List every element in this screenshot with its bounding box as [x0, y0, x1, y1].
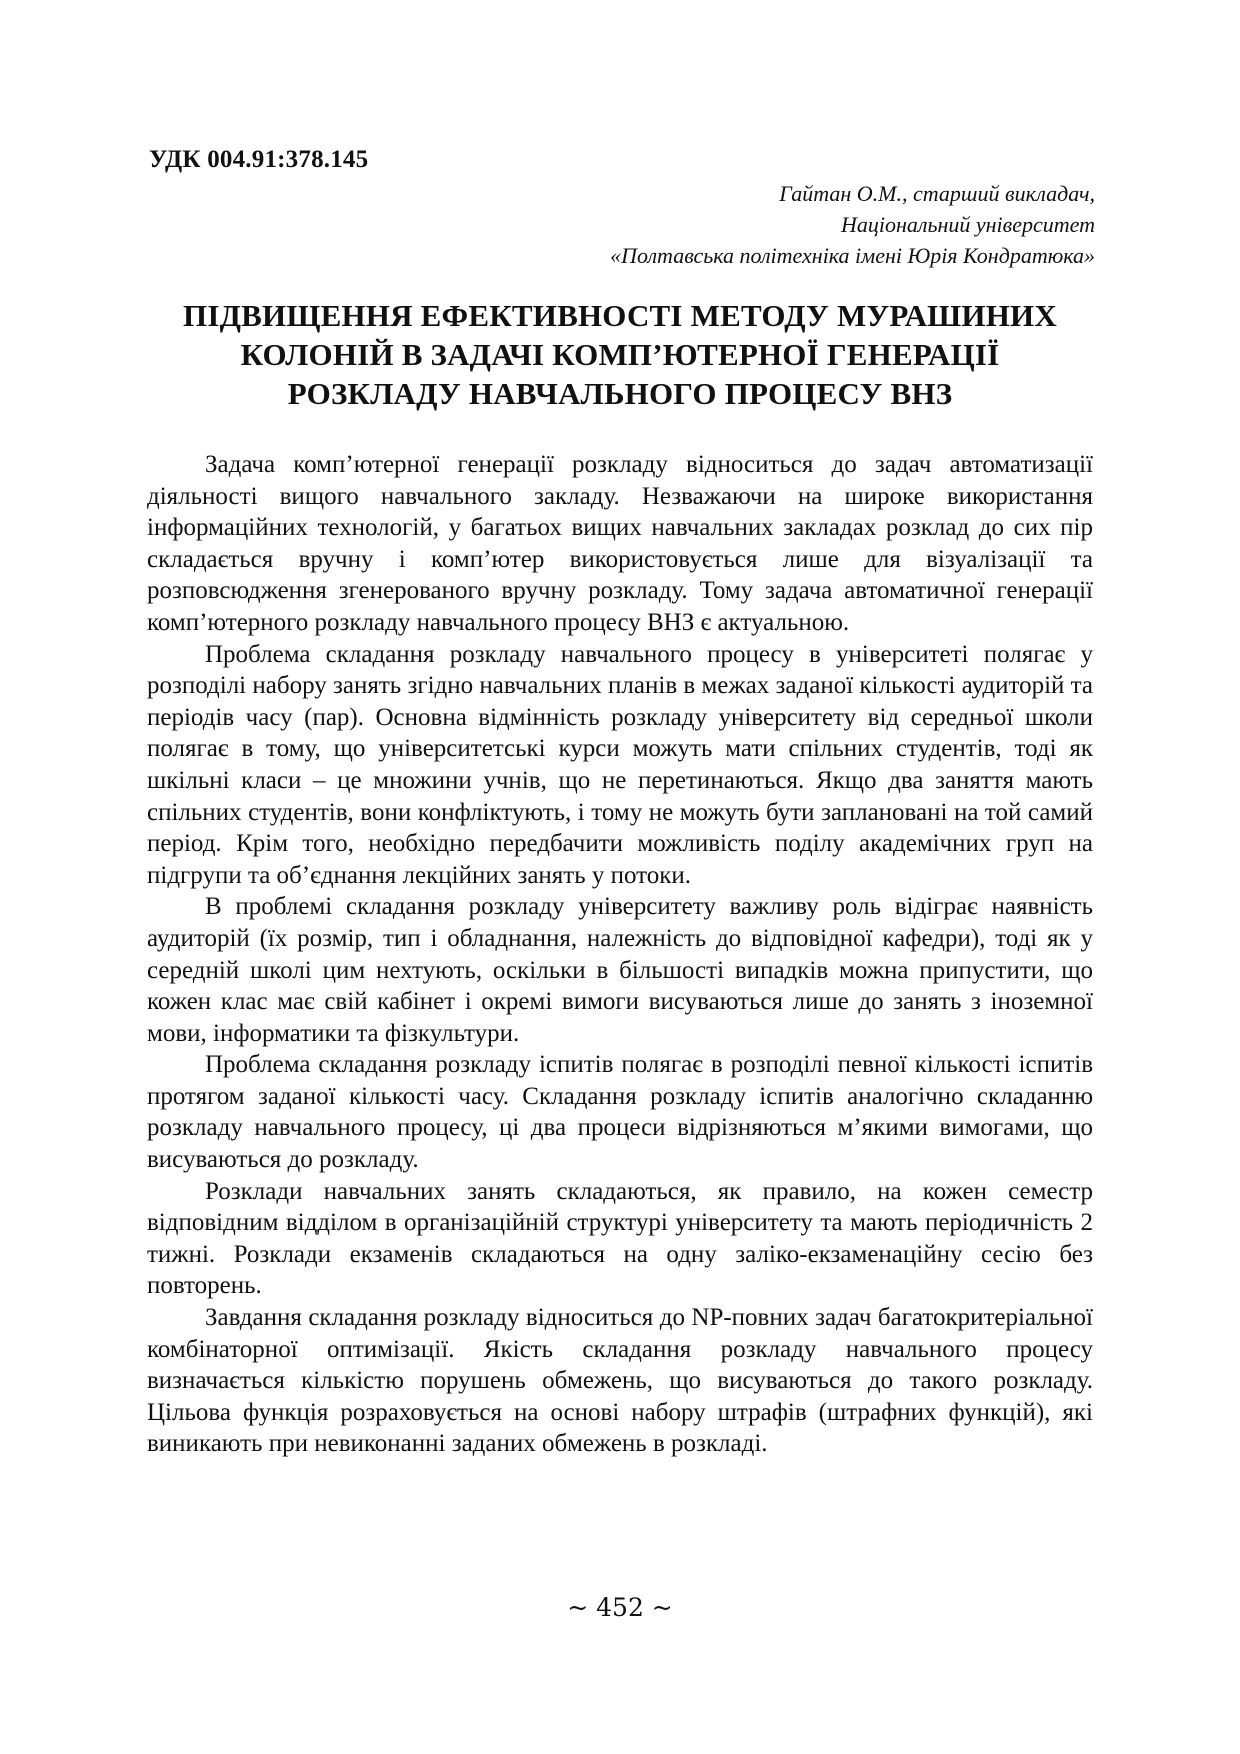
article-title — [110, 296, 1130, 413]
udc-code: УДК 004.91:378.145 — [149, 146, 369, 173]
paragraph-2: Проблема складання розкладу навчального процесу в університеті полягає у розподілі набору занять згідно навчальних планів в межах заданої кількості аудиторій та періодів часу (пар). Основна відмінність розкладу університету від середньої школи полягає в тому, що університетські курси можуть мати спільних студентів, тоді як шкільні класи – це множини учнів, що не перетинаються. Якщо два заняття мають спільних студентів, вони конфліктують, і тому не можуть бути заплановані на той самий період. Крім того, необхідно передбачити можливість поділу академічних груп на підгрупи та об’єднання лекційних занять у потоки. — [147, 640, 1093, 889]
page-number: ~ 452 ~ — [567, 1593, 673, 1622]
title-line-2: КОЛОНІЙ В ЗАДАЧІ КОМП’ЮТЕРНОЇ ГЕНЕРАЦІЇ — [240, 337, 1000, 372]
university-line: Національний університет — [840, 212, 1095, 237]
title-line-1: ПІДВИЩЕННЯ ЕФЕКТИВНОСТІ МЕТОДУ МУРАШИНИХ — [183, 298, 1057, 333]
article-body — [147, 449, 1093, 1460]
author-line: Гайтан О.М., старший викладач, — [779, 181, 1095, 206]
paragraph-5: Розклади навчальних занять складаються, як правило, на кожен семестр відповідним відділом в організаційній структурі університету та мають періодичність 2 тижні. Розклади екзаменів складаються на одну заліко-екзаменаційну сесію без повторень. — [147, 1177, 1093, 1300]
paragraph-3: В проблемі складання розкладу університету важливу роль відіграє наявність аудиторій (їх розмір, тип і обладнання, належність до відповідної кафедри), тоді як у середній школі цим нехтують, оскільки в більшості випадків можна припустити, що кожен клас має свій кабінет і окремі вимоги висуваються лише до занять з іноземної мови, інформатики та фізкультури. — [147, 893, 1093, 1047]
title-line-3: РОЗКЛАДУ НАВЧАЛЬНОГО ПРОЦЕСУ ВНЗ — [287, 376, 953, 411]
paragraph-6: Завдання складання розкладу відноситься до NP-повних задач багатокритеріальної комбінаторної оптимізації. Якість складання розкладу навчального процесу визначається кількістю порушень обмежень, що висуваються до такого розкладу. Цільова функція розраховується на основі набору штрафів (штрафних функцій), які виникають при невиконанні заданих обмежень в розкладі. — [147, 1304, 1093, 1458]
author-affiliation — [610, 178, 1095, 271]
university-name-line: «Полтавська політехніка імені Юрія Кондратюка» — [610, 243, 1095, 268]
paragraph-4: Проблема складання розкладу іспитів полягає в розподілі певної кількості іспитів протягом заданої кількості часу. Складання розкладу іспитів аналогічно складанню розкладу навчального процесу, ці два процеси відрізняються м’якими вимогами, що висуваються до розкладу. — [147, 1051, 1093, 1174]
paragraph-1: Задача комп’ютерної генерації розкладу відноситься до задач автоматизації діяльності вищого навчального закладу. Незважаючи на широке використання інформаційних технологій, у багатьох вищих навчальних закладах розклад до сих пір складається вручну і комп’ютер використовується лише для візуалізації та розповсюдження згенерованого вручну розкладу. Тому задача автоматичної генерації комп’ютерного розкладу навчального процесу ВНЗ є актуальною. — [147, 451, 1093, 636]
